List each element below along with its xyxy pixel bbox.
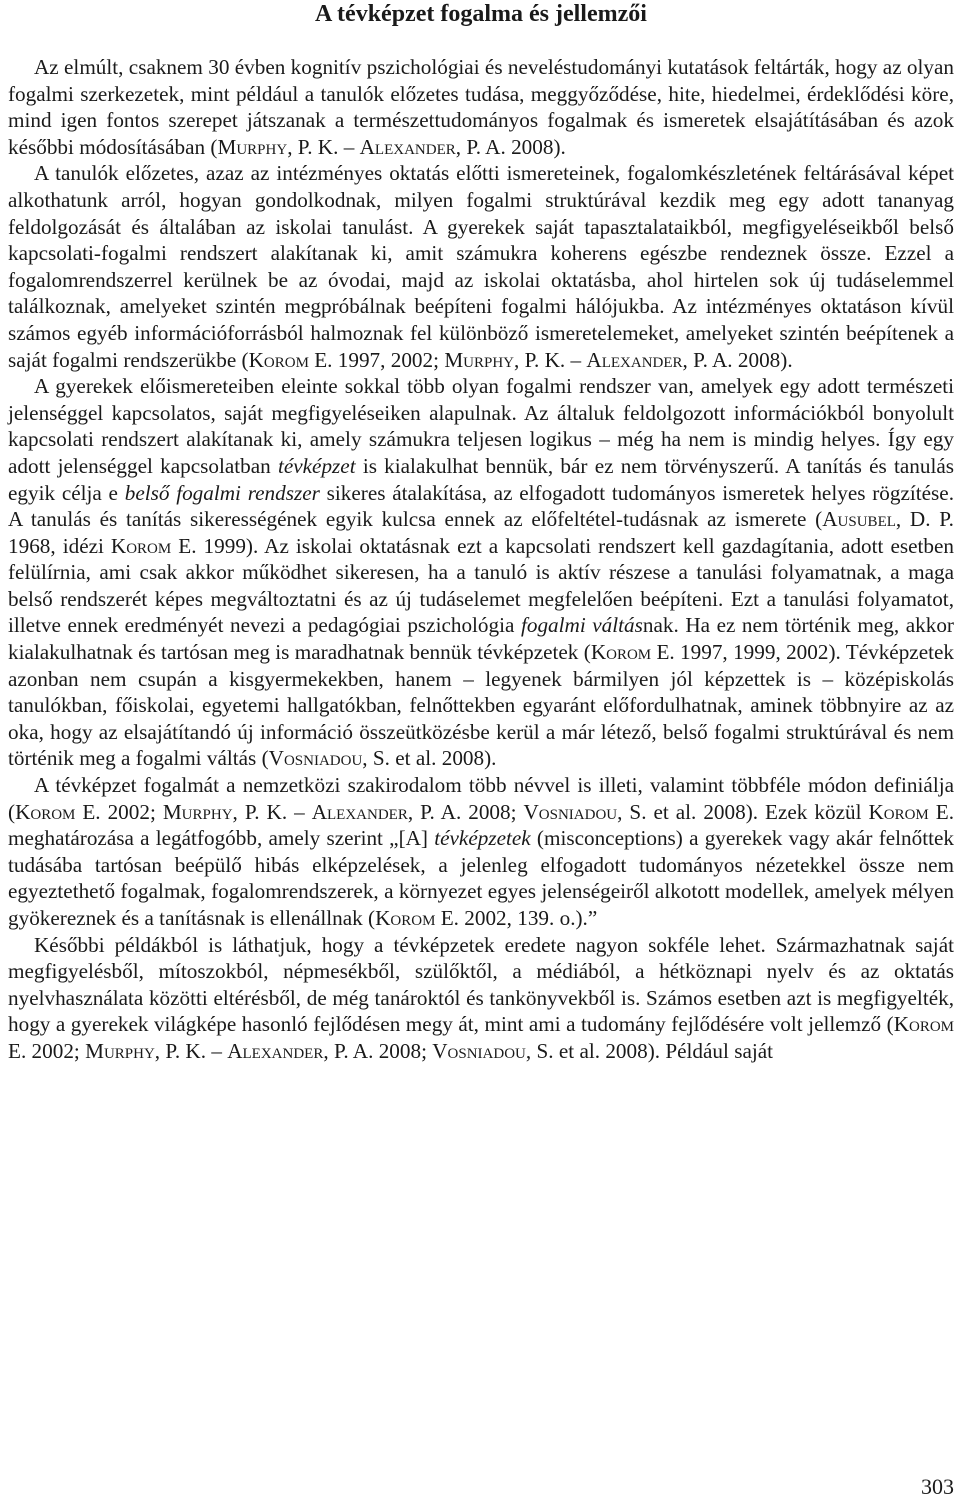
text-run: , D. P. 1968, idézi [8,507,954,558]
author-name: Korom [893,1012,954,1037]
text-run: , P. K. – [514,347,587,372]
author-name: Korom [868,799,929,824]
text-run: A tanulók előzetes, azaz az intézményes oktatás előtti ismereteinek, fogalomkészletének feltárásával képet alkothatunk arról, hogyan gondolkodnak, milyen fogalmi struktúrával kezdik meg egy adott tananyag feldolgozását és általában az iskolai tanulást. A gyerekek saját tapasztalataikból, megfigyeléseikből belső kapcsolati-fogalmi rendszert alakítanak ki, amit számukra koherens egészbe rendeznek össze. Ezzel a fogalomrendszerrel kerülnek be az óvodai, majd az iskolai oktatásba, ahol hirtelen sok új tudáselemmel találkoznak, amelyeket szintén megpróbálnak beépíteni fogalmi hálójukba. Az intézményes oktatáson kívül számos egyéb információforrásból halmoznak fel különböző ismeretelemeket, amelyeket szintén beépítenek a saját fogalmi rendszerükbe ( [8,161,954,372]
text-run: E. 2002; [8,1038,86,1063]
paragraph-2 [8,160,954,373]
author-name: Korom [15,799,76,824]
text-run: E. 1999). Az iskolai oktatásnak ezt a kapcsolati rendszert kell gazdagítania, adott esetben felülírnia, ami csak akkor működhet sikeresen, ha a tanuló is aktív részese a tanulási folyamatnak, a maga belső rendszerét képes megváltoztatni és az új tudáselemet megfelelően beépíteni. Ezt a tanulási folyamatot, illetve ennek eredményét nevezi a pedagógiai pszichológia [8,533,954,638]
author-name: Alexander [359,134,456,159]
author-name: Vosniadou [432,1038,526,1063]
author-name: Korom [248,347,309,372]
text-run: , P. A. 2008). [682,347,793,372]
emphasis-term: belső fogalmi rendszer [124,480,320,505]
text-run: , P. A. 2008; [407,799,524,824]
text-run: , S. et al. 2008). [362,746,497,771]
author-name: Ausubel [822,507,896,532]
paragraph-1 [8,54,954,160]
text-run: Későbbi példákból is láthatjuk, hogy a tévképzetek eredete nagyon sokféle lehet. Származhatnak saját megfigyelésből, mítoszokból, népmesékből, szülőktől, a médiából, a hétköznapi nyelv és az oktatás nyelvhasználata közötti eltérésből, de még tanároktól és tankönyvekből is. Számos esetben azt is megfigyelték, hogy a gyerekek világképe hasonló fejlődésen megy át, mint ami a tudomány fejlődésére volt jellemző ( [8,932,954,1037]
page-number: 303 [921,1474,954,1499]
text-run: sikeres átalakítása, az elfogadott tudományos ismeretek helyes rögzítése. A tanulás és tanítás sikerességének egyik kulcsa ennek az előfeltétel-tudásnak az ismerete ( [8,480,954,532]
text-run: , S. et al. 2008). Ezek közül [617,799,869,824]
paragraph-5 [8,932,954,1065]
text-run: , S. et al. 2008). Például saját [525,1038,774,1063]
text-run: , P. K. – [287,134,360,159]
author-name: Alexander [227,1038,324,1063]
body-text [8,54,954,1065]
text-run: E. 2002, 139. o.).” [435,906,598,930]
text-run: A tévképzet fogalmát a nemzetközi szakirodalom több névvel is illeti, valamint többféle módon definiálja ( [8,773,954,824]
paragraph-4 [8,772,954,932]
text-run: is kialakulhat bennük, bár ez nem törvényszerű. A tanítás és tanulás egyik célja e [8,453,954,505]
document-page [8,0,954,1065]
text-run: , P. A. 2008). [455,134,566,159]
section-title: A tévképzet fogalma és jellemzői [315,1,647,27]
text-run: E. 1997, 1999, 2002). Tévképzetek azonban nem csupán a kisgyermekekben, hanem – legyenek bármilyen jól képzettek is – középiskolás tanulókban, főiskolai, egyetemi hallgatókban, felnőttekben egyaránt előfordulhatnak, aminek többnyire az az oka, hogy az elsajátítandó új információ összeütközésbe kerül a már létező, belső fogalmi struktúrával és nem történik meg a fogalmi váltás ( [8,640,954,771]
author-name: Alexander [311,799,408,824]
author-name: Murphy [162,799,233,824]
author-name: Murphy [444,347,514,372]
author-name: Murphy [85,1038,155,1063]
text-run: E. meghatározása a legátfogóbb, amely szerint „[A] [8,799,954,851]
author-name: Korom [375,906,436,930]
text-run: , P. K. – [232,799,312,824]
author-name: Murphy [217,134,288,159]
text-run: E. 2002; [75,799,163,824]
text-run: (misconceptions) a gyerekek vagy akár felnőttek tudásába tartósan beépülő hibás elképzelések, a jelenleg elfogadott tudományos nézetekkel össze nem egyeztethető fogalmak, fogalomrendszerek, a környezet egyes jelenségeiről alkotott modellek, amelyek mélyen gyökereznek és a tanításnak is ellenállnak ( [8,826,954,930]
emphasis-term: tévképzetek [434,826,531,851]
paragraph-3 [8,373,954,772]
emphasis-term: fogalmi váltás [520,613,643,638]
text-run: Az elmúlt, csaknem 30 évben kognitív pszichológiai és neveléstudományi kutatások feltárták, hogy az olyan fogalmi szerkezetek, mint például a tanulók előzetes tudása, meggyőződése, hite, hiedelmei, érdeklődési köre, mind igen fontos szerepet játszanak a természettudományos fogalmak és ismeretek elsajátításában és azok későbbi módosításában ( [8,55,954,159]
text-run: , P. K. – [154,1038,228,1063]
text-run: A gyerekek előismereteiben eleinte sokkal több olyan fogalmi rendszer van, amelyek egy adott természeti jelenséggel kapcsolatos, saját megfigyeléseiken alapulnak. Az általuk feldolgozott információkból bonyolult kapcsolati rendszert alakítanak ki, amely számukra teljesen logikus – még ha nem is mindig helyes. Így egy adott jelenséggel kapcsolatban [8,374,954,478]
author-name: Alexander [586,347,683,372]
emphasis-term: tévképzet [277,453,356,478]
text-run: nak. Ha ez nem történik meg, akkor kialakulhatnak és tartósan meg is maradhatnak bennük tévképzetek ( [8,613,954,665]
author-name: Vosniadou [523,799,618,824]
author-name: Korom [110,533,172,558]
text-run: E. 1997, 2002; [308,347,445,372]
text-run: , P. A. 2008; [323,1038,433,1063]
author-name: Korom [590,640,652,665]
author-name: Vosniadou [268,746,363,771]
